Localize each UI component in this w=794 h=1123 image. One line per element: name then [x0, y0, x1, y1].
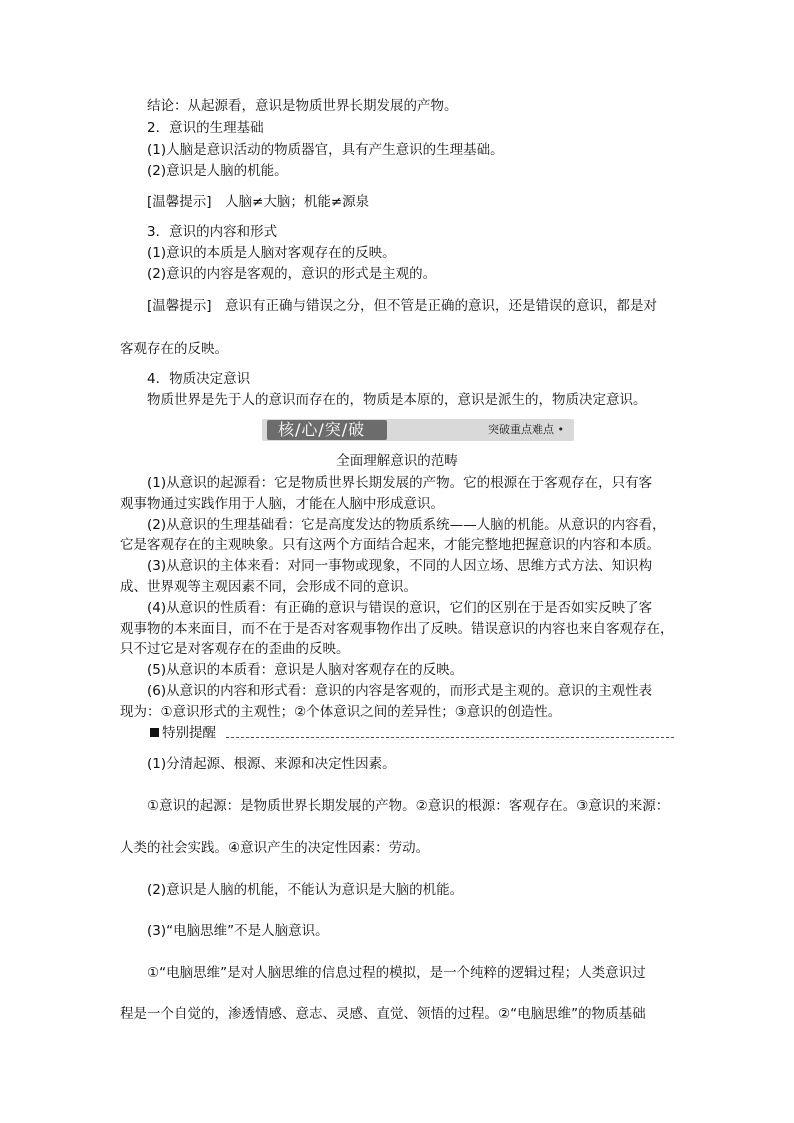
text-line: (6)从意识的内容和形式看：意识的内容是客观的，而形式是主观的。意识的主观性表 [147, 683, 653, 699]
note-line: ①“电脑思维”是对人脑思维的信息过程的模拟，是一个纯粹的逻辑过程；人类意识过 [147, 965, 646, 981]
core-breakthrough-banner [262, 419, 574, 441]
tip-line: [温馨提示] 意识有正确与错误之分，但不管是正确的意识，还是错误的意识，都是对 [147, 298, 658, 314]
text-line: (4)从意识的性质看：有正确的意识与错误的意识，它们的区别在于是否如实反映了客 [147, 600, 653, 616]
note-line: ①意识的起源：是物质世界长期发展的产物。②意识的根源：客观存在。③意识的来源： [147, 798, 670, 814]
text-line: 客观存在的反映。 [120, 341, 228, 357]
text-line: (2)意识的内容是客观的，意识的形式是主观的。 [147, 266, 437, 282]
note-line: (3)“电脑思维”不是人脑意识。 [147, 923, 329, 939]
dashed-divider [226, 737, 674, 738]
banner-subtitle: 突破重点难点 • [488, 423, 564, 436]
text-line: (1)人脑是意识活动的物质器官，具有产生意识的生理基础。 [147, 142, 504, 158]
text-line: 它是客观存在的主观映象。只有这两个方面结合起来，才能完整地把握意识的内容和本质。 [120, 537, 660, 553]
section-heading: 全面理解意识的范畴 [336, 453, 458, 469]
special-note-text: 特别提醒 [162, 725, 216, 741]
text-line: (5)从意识的本质看：意识是人脑对客观存在的反映。 [147, 662, 464, 678]
section-heading-4: 4．物质决定意识 [147, 371, 251, 387]
text-line: 只不过它是对客观存在的歪曲的反映。 [120, 641, 350, 657]
conclusion-line: 结论：从起源看，意识是物质世界长期发展的产物。 [147, 98, 458, 114]
text-line: (1)从意识的起源看：它是物质世界长期发展的产物。它的根源在于客观存在，只有客 [147, 475, 653, 491]
special-note-label [150, 723, 216, 743]
square-bullet-icon [150, 728, 159, 737]
note-line: (1)分清起源、根源、来源和决定性因素。 [147, 756, 396, 772]
section-heading-3: 3．意识的内容和形式 [147, 224, 278, 240]
text-line: 观事物的本来面目，而不在于是否对客观事物作出了反映。错误意识的内容也来自客观存在， [120, 621, 674, 637]
note-line: 人类的社会实践。④意识产生的决定性因素：劳动。 [120, 840, 430, 856]
section-heading-2: 2．意识的生理基础 [147, 120, 264, 136]
text-line: (3)从意识的主体来看：对同一事物或现象，不同的人因立场、思维方式方法、知识构 [147, 558, 653, 574]
text-line: (1)意识的本质是人脑对客观存在的反映。 [147, 245, 396, 261]
text-line: (2)从意识的生理基础看：它是高度发达的物质系统——人脑的机能。从意识的内容看， [147, 517, 666, 533]
text-line: 观事物通过实践作用于人脑，才能在人脑中形成意识。 [120, 496, 444, 512]
text-line: 物质世界是先于人的意识而存在的，物质是本原的，意识是派生的，物质决定意识。 [147, 392, 647, 408]
text-line: 成、世界观等主观因素不同，会形成不同的意识。 [120, 579, 417, 595]
text-line: 现为：①意识形式的主观性；②个体意识之间的差异性；③意识的创造性。 [120, 704, 562, 720]
tip-line: [温馨提示] 人脑≠大脑；机能≠源泉 [147, 194, 370, 210]
banner-title: 核/心/突/破 [278, 420, 366, 439]
note-line: (2)意识是人脑的机能，不能认为意识是大脑的机能。 [147, 882, 464, 898]
note-line: 程是一个自觉的，渗透情感、意志、灵感、直觉、领悟的过程。②“电脑思维”的物质基础 [120, 1006, 646, 1022]
text-line: (2)意识是人脑的机能。 [147, 163, 288, 179]
